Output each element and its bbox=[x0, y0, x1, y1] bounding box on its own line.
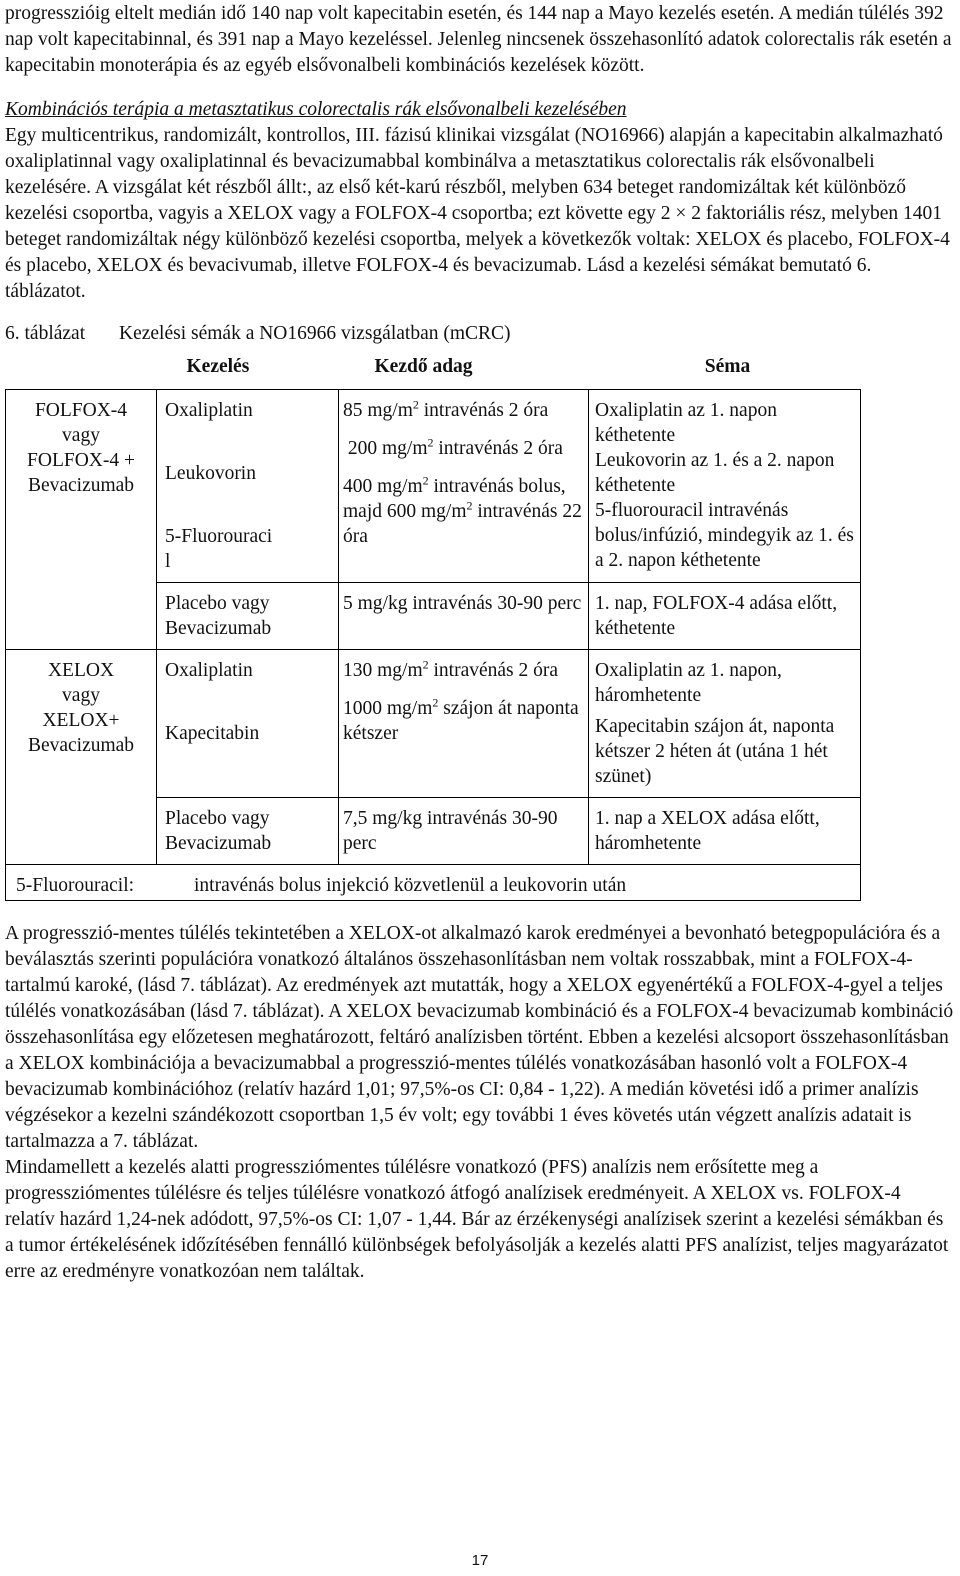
regimen-table bbox=[5, 350, 861, 901]
table-row bbox=[6, 390, 861, 583]
arm-line: Bevacizumab bbox=[27, 475, 135, 496]
drug-list bbox=[157, 650, 339, 798]
dose: 200 $mg/m^2$ intravénás 2 óra bbox=[343, 435, 563, 459]
schedule: Kapecitabin szájon át, naponta kétszer 2 héten át (utána 1 hét szünet) bbox=[595, 716, 835, 787]
drug-name: Placebo vagy Bevacizumab bbox=[157, 798, 339, 865]
dose: 400 $mg/m^2$ intravénás bolus, majd 600 $mg/m^2$ intravénás 22 óra bbox=[343, 473, 582, 547]
schedule: Oxaliplatin az 1. napon kéthetente bbox=[595, 400, 777, 446]
section-title: Kombinációs terápia a metasztatikus colorectalis rák elsővonalbeli kezelésében bbox=[5, 99, 627, 120]
arm-line: XELOX bbox=[47, 660, 115, 681]
section-paragraph: Egy multicentrikus, randomizált, kontrollos, III. fázisú klinikai vizsgálat (NO16966) alapján a kapecitabin alkalmazható oxaliplatinnal vagy oxaliplatinnal és bevacizumabbal kombinálva a metasztatikus colorectalis rák elsővonalbeli kezelésére. A vizsgálat két részből állt:, az első két-karú részből, melyben 634 beteget randomizáltak két különböző kezelési csoportba, vagyis a XELOX vagy a FOLFOX-4 csoportba; ezt követte egy 2 × 2 faktoriális rész, melyben 1401 beteget randomizáltak négy különböző kezelési csoportba, melyek a következők voltak: XELOX és placebo, FOLFOX-4 és placebo, XELOX és bevacivumab, illetve FOLFOX-4 és bevacizumab. Lásd a kezelési sémákat bemutató 6. táblázatot. bbox=[5, 125, 950, 302]
dose: 85 $mg/m^2$ intravénás 2 óra bbox=[343, 397, 549, 421]
schedule: 5-fluorouracil intravénás bolus/infúzió, mindegyik az 1. és a 2. napon kéthetente bbox=[595, 500, 854, 571]
document-page bbox=[5, 0, 955, 1285]
footnote-label: 5-Fluorouracil: bbox=[16, 875, 135, 896]
table-footnote-row bbox=[6, 865, 861, 901]
table-caption-number: 6. táblázat bbox=[5, 323, 86, 344]
table-footnote bbox=[6, 865, 861, 901]
schedule: Oxaliplatin az 1. napon, háromhetente bbox=[595, 660, 782, 706]
drug-name: Oxaliplatin bbox=[165, 660, 253, 681]
arm-line: FOLFOX-4 bbox=[34, 400, 128, 421]
footnote-text: intravénás bolus injekció közvetlenül a leukovorin után bbox=[194, 875, 627, 896]
schedule-list bbox=[589, 390, 861, 583]
dose: 5 mg/kg intravénás 30-90 perc bbox=[339, 583, 589, 650]
dose: 7,5 mg/kg intravénás 30-90 perc bbox=[339, 798, 589, 865]
arm-line: vagy bbox=[62, 425, 100, 446]
arm-xelox bbox=[6, 650, 157, 865]
drug-name: Oxaliplatin bbox=[165, 400, 253, 421]
drug-name: Leukovorin bbox=[165, 463, 256, 484]
schedule: 1. nap, FOLFOX-4 adása előtt, kéthetente bbox=[589, 583, 861, 650]
drug-list bbox=[157, 390, 339, 583]
schedule-list bbox=[589, 650, 861, 798]
schedule: 1. nap a XELOX adása előtt, háromhetente bbox=[589, 798, 861, 865]
arm-line: Bevacizumab bbox=[27, 735, 135, 756]
drug-name: Kapecitabin bbox=[165, 723, 260, 744]
drug-name: 5-Fluorouraci l bbox=[165, 526, 273, 572]
header-kezeles: Kezelés bbox=[186, 356, 250, 377]
pfs-paragraph: Mindamellett a kezelés alatti progressziómentes túlélésre vonatkozó (PFS) analízis nem erősítette meg a progressziómentes túlélésre és teljes túlélésre vonatkozó átfogó analízisek eredményeit. A XELOX vs. FOLFOX-4 relatív hazárd 1,24-nek adódott, 97,5%-os CI: 1,07 - 1,44. Bár az érzékenységi analízisek szerint a kezelési sémákban és a tumor értékelésének időzítésében fennálló különbségek befolyásolják a kezelés alatti PFS analízist, teljes magyarázatot erre az eredményre vonatkozóan nem találtak. bbox=[5, 1157, 949, 1282]
arm-line: FOLFOX-4 + bbox=[27, 450, 135, 471]
dose: 130 $mg/m^2$ intravénás 2 óra bbox=[343, 657, 559, 681]
table-caption bbox=[5, 321, 955, 347]
arm-line: XELOX+ bbox=[42, 710, 120, 731]
header-sema: Séma bbox=[704, 356, 751, 377]
dose: 1000 $mg/m^2$ szájon át naponta kétszer bbox=[343, 695, 579, 744]
table-caption-title: Kezelési sémák a NO16966 vizsgálatban (mCRC) bbox=[119, 323, 511, 344]
table-header-row bbox=[6, 350, 861, 390]
intro-paragraph: progresszióig eltelt medián idő 140 nap volt kapecitabin esetén, és 144 nap a Mayo kezelés esetén. A medián túlélés 392 nap volt kapecitabinnal, és 391 nap a Mayo kezeléssel. Jelenleg nincsenek összehasonlító adatok colorectalis rák esetén a kapecitabin monoterápia és az egyéb elsővonalbeli kombinációs kezelések között. bbox=[5, 3, 952, 76]
drug-name: Placebo vagy Bevacizumab bbox=[157, 583, 339, 650]
dose-list bbox=[339, 390, 589, 583]
arm-line: vagy bbox=[62, 685, 100, 706]
arm-folfox bbox=[6, 390, 157, 650]
page-number: 17 bbox=[471, 1552, 489, 1569]
schedule: Leukovorin az 1. és a 2. napon kéthetente bbox=[595, 450, 835, 496]
table-row bbox=[6, 650, 861, 798]
header-kezdo-adag: Kezdő adag bbox=[374, 356, 473, 377]
dose-list bbox=[339, 650, 589, 798]
results-paragraph: A progresszió-mentes túlélés tekintetében a XELOX-ot alkalmazó karok eredményei a bevonható betegpopulációra és a beválasztás szerinti populációra vonatkozó általános összehasonlításban nem voltak rosszabbak, mint a FOLFOX-4-tartalmú karoké, (lásd 7. táblázat). Az eredmények azt mutatták, hogy a XELOX egyenértékű a FOLFOX-4-gyel a teljes túlélés vonatkozásában (lásd 7. táblázat). A XELOX bevacizumab kombináció és a FOLFOX-4 bevacizumab kombináció összehasonlítása egy előzetesen meghatározott, feltáró analízisben történt. Ebben a kezelési alcsoport összehasonlításban a XELOX kombinációja a bevacizumabbal a progresszió-mentes túlélés vonatkozásában hasonló volt a FOLFOX-4 bevacizumab kombinációhoz (relatív hazárd 1,01; 97,5%-os CI: 0,84 - 1,22). A medián követési idő a primer analízis végzésekor a kezelni szándékozott csoportban 1,5 év volt; egy további 1 éves követés után végzett analízis adatait is tartalmazza a 7. táblázat. bbox=[5, 923, 954, 1152]
